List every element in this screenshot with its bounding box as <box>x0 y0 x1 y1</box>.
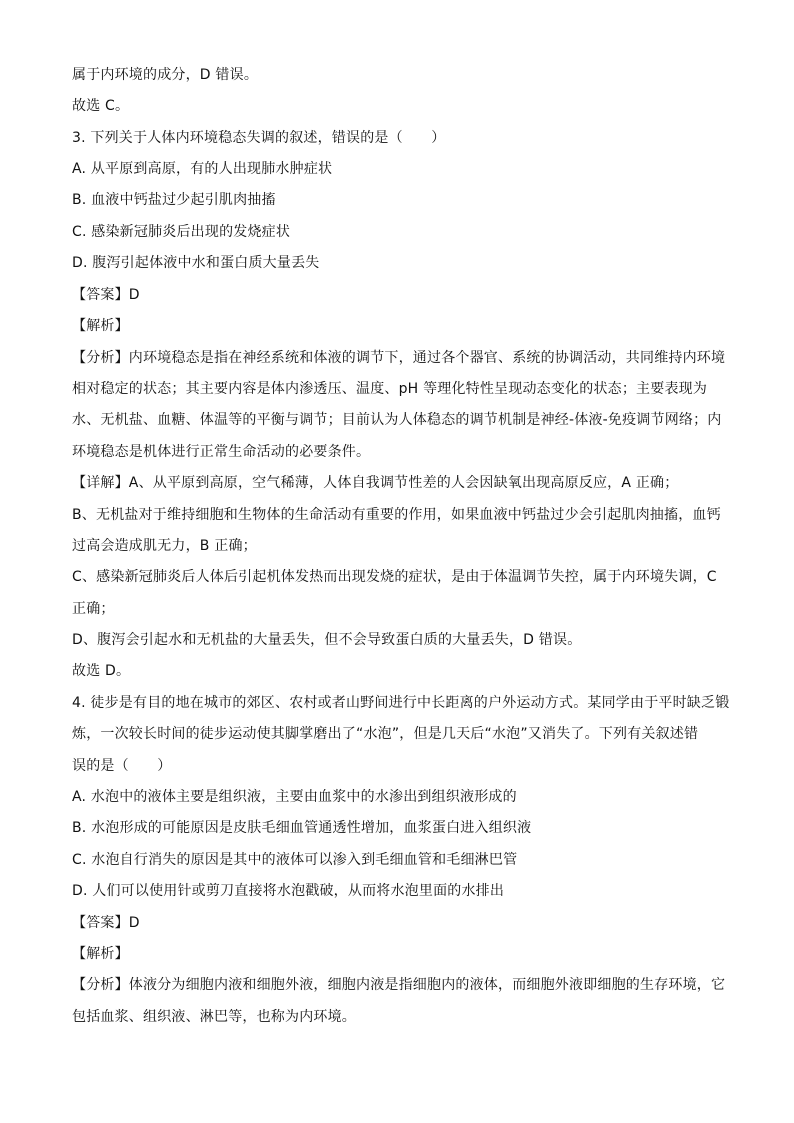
analysis-text: 包括血浆、组织液、淋巴等，也称为内环境。 <box>72 1009 356 1025</box>
option-c: C. 感染新冠肺炎后出现的发烧症状 <box>72 224 291 240</box>
analysis-text: 水、无机盐、血糖、体温等的平衡与调节；目前认为人体稳态的调节机制是神经-体液-免疫调节网络；内 <box>72 412 722 428</box>
question-4-stem: 炼，一次较长时间的徒步运动使其脚掌磨出了“水泡”，但是几天后“水泡”又消失了。下列有关叙述错 <box>72 726 699 742</box>
option-c: C. 水泡自行消失的原因是其中的液体可以渗入到毛细血管和毛细淋巴管 <box>72 852 518 868</box>
answer-label: 【答案】D <box>72 287 140 303</box>
option-b: B. 血液中钙盐过少起引肌肉抽搐 <box>72 192 276 208</box>
option-a: A. 水泡中的液体主要是组织液，主要由血浆中的水渗出到组织液形成的 <box>72 789 517 805</box>
analysis-text: 【分析】体液分为细胞内液和细胞外液，细胞内液是指细胞内的液体，而细胞外液即细胞的生存环境，它 <box>72 977 726 993</box>
question-4-stem: 误的是（ ） <box>72 758 172 774</box>
analysis-label: 【解析】 <box>72 318 129 334</box>
option-a: A. 从平原到高原，有的人出现肺水肿症状 <box>72 161 333 177</box>
option-d: D. 腹泻引起体液中水和蛋白质大量丢失 <box>72 255 320 271</box>
answer-label: 【答案】D <box>72 915 140 931</box>
text-line: 故选 D。 <box>72 663 131 679</box>
question-4-stem: 4. 徒步是有目的地在城市的郊区、农村或者山野间进行中长距离的户外运动方式。某同学由于平时缺乏锻 <box>72 695 730 711</box>
analysis-text: 环境稳态是机体进行正常生命活动的必要条件。 <box>72 444 371 460</box>
detail-text: 正确； <box>72 601 115 617</box>
analysis-text: 相对稳定的状态；其主要内容是体内渗透压、温度、pH 等理化特性呈现动态变化的状态；主要表现为 <box>72 381 708 397</box>
detail-text: C、感染新冠肺炎后人体后引起机体发热而出现发烧的症状，是由于体温调节失控，属于内环境失调，C <box>72 569 717 585</box>
detail-text: D、腹泻会引起水和无机盐的大量丢失，但不会导致蛋白质的大量丢失，D 错误。 <box>72 632 582 648</box>
analysis-text: 【分析】内环境稳态是指在神经系统和体液的调节下，通过各个器官、系统的协调活动，共同维持内环境 <box>72 350 726 366</box>
analysis-label: 【解析】 <box>72 946 129 962</box>
option-d: D. 人们可以使用针或剪刀直接将水泡戳破，从而将水泡里面的水排出 <box>72 883 505 899</box>
option-b: B. 水泡形成的可能原因是皮肤毛细血管通透性增加，血浆蛋白进入组织液 <box>72 820 532 836</box>
question-3-stem: 3. 下列关于人体内环境稳态失调的叙述，错误的是（ ） <box>72 130 446 146</box>
text-line: 属于内环境的成分，D 错误。 <box>72 67 259 83</box>
text-line: 故选 C。 <box>72 98 130 114</box>
detail-text: 过高会造成肌无力，B 正确； <box>72 538 257 554</box>
detail-text: B、无机盐对于维持细胞和生物体的生命活动有重要的作用，如果血液中钙盐过少会引起肌肉抽搐，血钙 <box>72 507 721 523</box>
detail-text: 【详解】A、从平原到高原，空气稀薄，人体自我调节性差的人会因缺氧出现高原反应，A 正确； <box>72 475 679 491</box>
